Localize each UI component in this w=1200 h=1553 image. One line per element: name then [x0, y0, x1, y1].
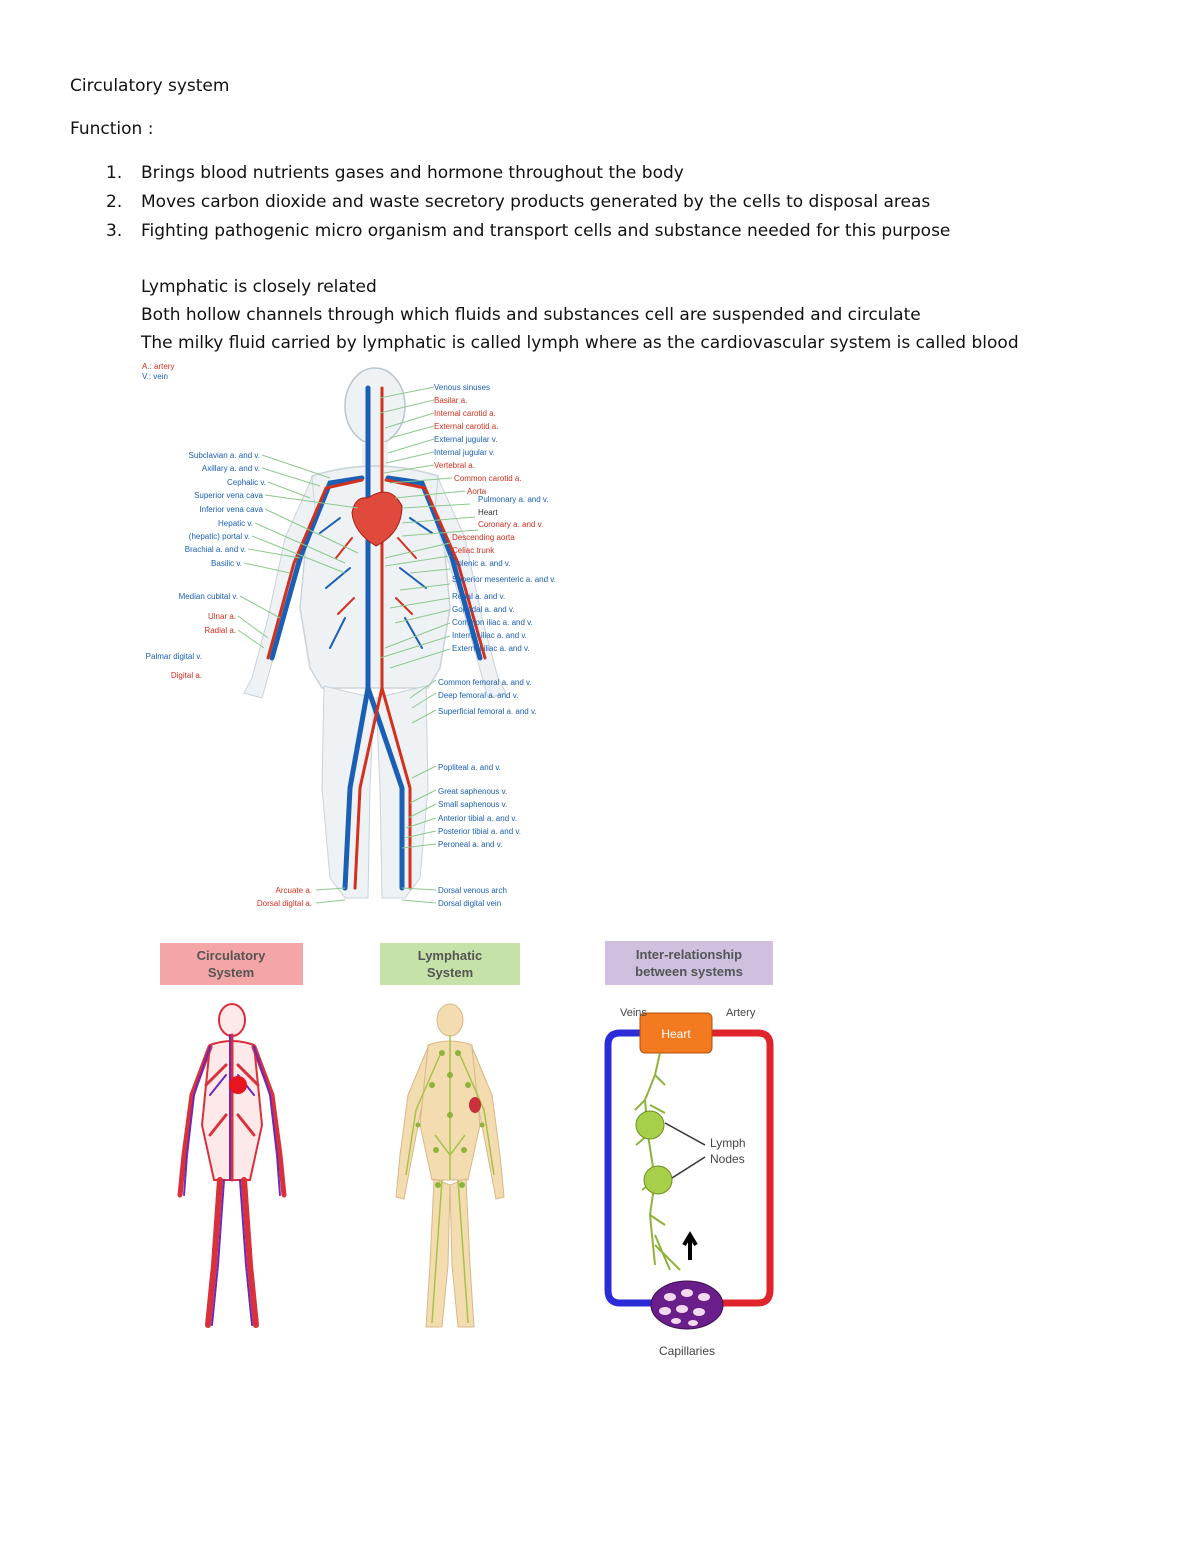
- figure-label: Deep femoral a. and v.: [438, 691, 519, 700]
- figure-label: Ulnar a.: [207, 612, 236, 621]
- figure-label: Coronary a. and v.: [478, 520, 544, 529]
- panel-title: Lymphatic: [417, 948, 483, 963]
- figure-label: External carotid a.: [434, 422, 499, 431]
- figure-label: Dorsal digital vein: [438, 899, 502, 908]
- figure-label: Radial a.: [204, 626, 236, 635]
- figure-label: Internal carotid a.: [434, 409, 496, 418]
- list-item-number: 1.: [106, 163, 123, 183]
- figure-label: Superficial femoral a. and v.: [438, 707, 537, 716]
- lymphatic-panel: [380, 943, 520, 1327]
- document-title: Circulatory system: [70, 76, 230, 96]
- figure-label: Arcuate a.: [275, 886, 312, 895]
- figure-label: Descending aorta: [452, 533, 515, 542]
- artery-label: Artery: [726, 1007, 756, 1019]
- figure-label: Posterior tibial a. and v.: [438, 827, 522, 836]
- figure-label: Palmar digital v.: [145, 652, 202, 661]
- function-heading: Function :: [70, 119, 154, 139]
- capillary-bed: [651, 1281, 723, 1329]
- figure-label: Vertebral a.: [434, 461, 475, 470]
- lymph-nodes-label: Nodes: [710, 1152, 745, 1166]
- figure-label: Cephalic v.: [227, 478, 266, 487]
- figure-label: External jugular v.: [434, 435, 498, 444]
- figure-label: Popliteal a. and v.: [438, 763, 502, 772]
- circulatory-body-figure: [140, 358, 580, 918]
- figure-label: Aorta: [467, 487, 487, 496]
- figure-label: Axillary a. and v.: [201, 464, 260, 473]
- figure-label: Great saphenous v.: [438, 787, 508, 796]
- figure-label: Splenic a. and v.: [452, 559, 511, 568]
- figure-label: External iliac a. and v.: [452, 644, 530, 653]
- figure-label: (hepatic) portal v.: [188, 532, 250, 541]
- figure-label: Common femoral a. and v.: [438, 678, 532, 687]
- labels-right: [434, 383, 556, 908]
- figure-label: Inferior vena cava: [199, 505, 263, 514]
- figure-label: Internal iliac a. and v.: [452, 631, 528, 640]
- figure-label: Heart: [478, 508, 498, 517]
- figure-label: Dorsal venous arch: [438, 886, 507, 895]
- flow-arrow-icon: [684, 1235, 696, 1260]
- list-item: Moves carbon dioxide and waste secretory products generated by the cells to disposal areas: [141, 192, 931, 212]
- note-paragraph: The milky fluid carried by lymphatic is called lymph where as the cardiovascular system is called blood: [141, 333, 1019, 353]
- systems-comparison-figure: [150, 935, 800, 1365]
- figure-label: Anterior tibial a. and v.: [438, 814, 518, 823]
- figure-label: Peroneal a. and v.: [438, 840, 503, 849]
- figure-label: Gonadal a. and v.: [452, 605, 515, 614]
- list-item-number: 2.: [106, 192, 123, 212]
- figure-label: Common iliac a. and v.: [452, 618, 533, 627]
- heart-icon: [229, 1076, 247, 1094]
- vein-loop: [608, 1033, 652, 1303]
- figure-label: Basilar a.: [434, 396, 468, 405]
- lymph-nodes-label: Lymph: [710, 1136, 746, 1150]
- figure-label: Dorsal digital a.: [256, 899, 312, 908]
- capillaries-label: Capillaries: [658, 1344, 716, 1358]
- panel-title: System: [207, 965, 255, 980]
- legend: [142, 362, 174, 381]
- figure-label: Digital a.: [170, 671, 202, 680]
- figure-label: Small saphenous v.: [438, 800, 508, 809]
- lymphatic-body: [396, 1004, 504, 1327]
- inter-relationship-panel: [605, 941, 773, 1358]
- legend-artery: A.: artery: [142, 362, 175, 371]
- figure-label: Internal jugular v.: [434, 448, 495, 457]
- note-paragraph: Lymphatic is closely related: [141, 277, 377, 297]
- figure-label: Brachial a. and v.: [184, 545, 246, 554]
- heart-label: Heart: [661, 1027, 691, 1041]
- panel-title: between systems: [635, 964, 743, 979]
- lymph-vessels: [635, 1053, 680, 1270]
- node-pointer-arrows: [665, 1123, 705, 1178]
- figure-label: Common carotid a.: [454, 474, 522, 483]
- list-item: Fighting pathogenic micro organism and transport cells and substance needed for this purpose: [141, 221, 951, 241]
- note-paragraph: Both hollow channels through which fluids and substances cell are suspended and circulate: [141, 305, 921, 325]
- figure-label: Venous sinuses: [434, 383, 491, 392]
- circulatory-body: [180, 1004, 284, 1325]
- artery-loop: [712, 1033, 770, 1303]
- list-item-number: 3.: [106, 221, 123, 241]
- figure-label: Renal a. and v.: [452, 592, 506, 601]
- figure-label: Hepatic v.: [218, 519, 253, 528]
- figure-label: Pulmonary a. and v.: [478, 495, 549, 504]
- list-item: Brings blood nutrients gases and hormone throughout the body: [141, 163, 684, 183]
- panel-title: Circulatory: [196, 948, 266, 963]
- panel-title: Inter-relationship: [635, 947, 743, 962]
- spleen-icon: [469, 1097, 481, 1113]
- figure-label: Median cubital v.: [178, 592, 238, 601]
- figure-label: Superior vena cava: [194, 491, 263, 500]
- figure-label: Superior mesenteric a. and v.: [452, 575, 556, 584]
- figure-label: Celiac trunk: [452, 546, 495, 555]
- panel-title: System: [426, 965, 474, 980]
- figure-label: Subclavian a. and v.: [188, 451, 260, 460]
- figure-label: Basilic v.: [211, 559, 242, 568]
- veins-label: Veins: [620, 1007, 647, 1019]
- circulatory-panel: [160, 943, 303, 1325]
- legend-vein: V.: vein: [142, 372, 168, 381]
